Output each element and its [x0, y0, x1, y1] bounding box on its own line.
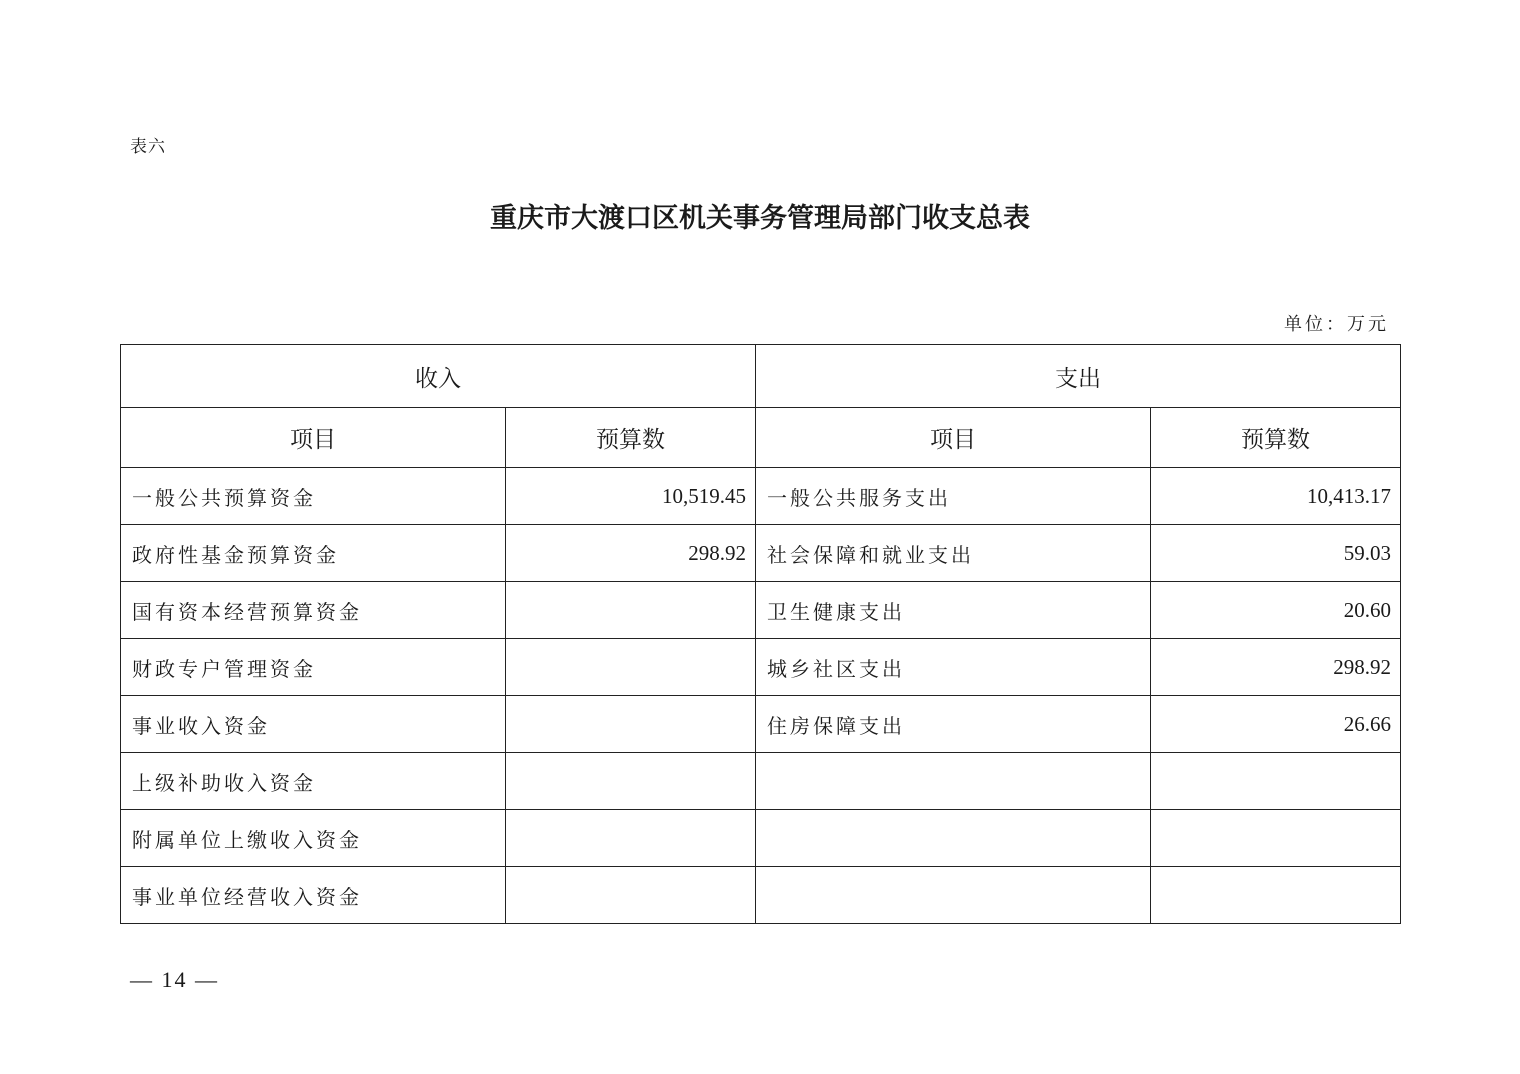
expense-item	[756, 867, 1151, 924]
expense-budget: 59.03	[1151, 525, 1401, 582]
income-item-header: 项目	[121, 408, 506, 468]
expense-item-header: 项目	[756, 408, 1151, 468]
expense-budget-header: 预算数	[1151, 408, 1401, 468]
income-item: 财政专户管理资金	[121, 639, 506, 696]
page-title: 重庆市大渡口区机关事务管理局部门收支总表	[490, 203, 1030, 234]
income-budget	[506, 639, 756, 696]
income-budget	[506, 582, 756, 639]
income-item: 事业收入资金	[121, 696, 506, 753]
expense-item: 卫生健康支出	[756, 582, 1151, 639]
income-budget-header: 预算数	[506, 408, 756, 468]
income-budget	[506, 753, 756, 810]
income-item: 一般公共预算资金	[121, 468, 506, 525]
expense-budget	[1151, 810, 1401, 867]
table-row	[121, 810, 1401, 867]
table-row	[121, 867, 1401, 924]
income-group-header: 收入	[121, 345, 756, 408]
expense-budget: 20.60	[1151, 582, 1401, 639]
expense-budget	[1151, 867, 1401, 924]
expense-item: 城乡社区支出	[756, 639, 1151, 696]
income-item: 政府性基金预算资金	[121, 525, 506, 582]
expense-budget: 26.66	[1151, 696, 1401, 753]
income-item: 国有资本经营预算资金	[121, 582, 506, 639]
income-budget	[506, 696, 756, 753]
expense-item	[756, 753, 1151, 810]
expense-item: 一般公共服务支出	[756, 468, 1151, 525]
table-row	[121, 582, 1401, 639]
income-budget: 298.92	[506, 525, 756, 582]
header-row-columns	[121, 408, 1401, 468]
budget-table	[120, 344, 1401, 924]
expense-item: 社会保障和就业支出	[756, 525, 1151, 582]
table-row	[121, 525, 1401, 582]
table-label: 表六	[130, 137, 166, 157]
table-row	[121, 468, 1401, 525]
table-row	[121, 753, 1401, 810]
expense-item	[756, 810, 1151, 867]
header-row-groups	[121, 345, 1401, 408]
expense-item: 住房保障支出	[756, 696, 1151, 753]
income-budget: 10,519.45	[506, 468, 756, 525]
page-number: — 14 —	[130, 967, 219, 992]
expense-group-header: 支出	[756, 345, 1401, 408]
expense-budget: 298.92	[1151, 639, 1401, 696]
income-item: 上级补助收入资金	[121, 753, 506, 810]
income-item: 附属单位上缴收入资金	[121, 810, 506, 867]
expense-budget: 10,413.17	[1151, 468, 1401, 525]
income-budget	[506, 810, 756, 867]
table-row	[121, 639, 1401, 696]
income-budget	[506, 867, 756, 924]
income-item: 事业单位经营收入资金	[121, 867, 506, 924]
unit-label: 单位：万元	[1284, 314, 1389, 335]
table-row	[121, 696, 1401, 753]
expense-budget	[1151, 753, 1401, 810]
